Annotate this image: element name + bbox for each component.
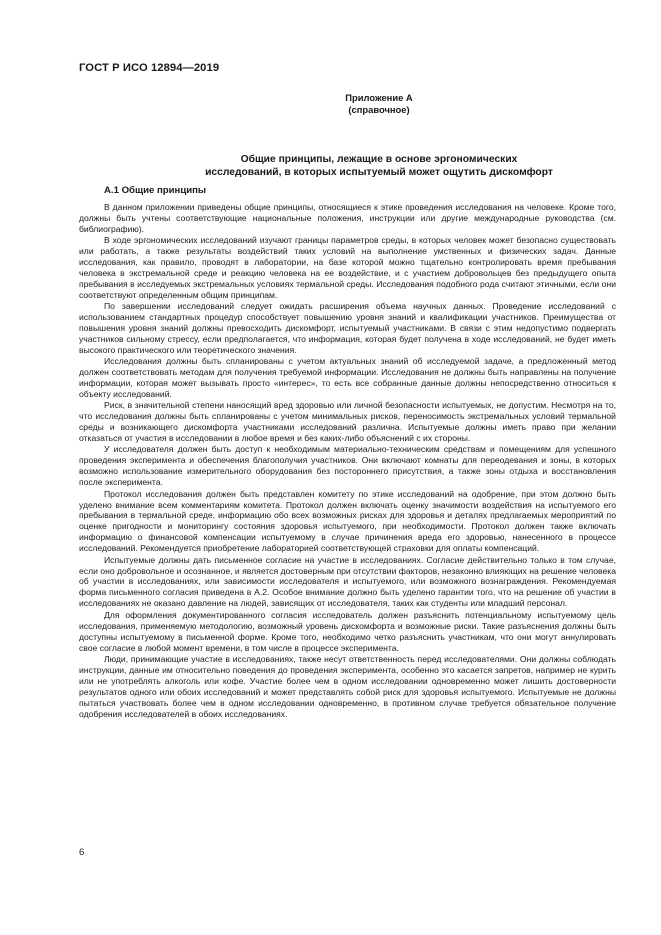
paragraph: В данном приложении приведены общие принципы, относящиеся к этике проведения исследования на человеке. Кроме того, должны быть учтены соответствующие национальные положения, инструкции или другие международные руководства (см. библиографию). — [79, 202, 616, 234]
paragraph: Протокол исследования должен быть представлен комитету по этике исследований на одобрение, при этом должно быть уделено внимание всем комментариям комитета. Протокол должен включать оценку значимости воздействия на испытуемого его пребывания в термальной среде, информацию обо всех возможных рисках для здоровья и деталях предлагаемых мероприятий по оценке пригодности и мониторингу состояния здоровья испытуемого, при необходимости. Протокол должен также включать информацию о финансовой компенсации испытуемому в случае причинения вреда его здоровью, нанесенного в процессе исследований. Рекомендуется приобретение лабораторией соответствующей страховки для оплаты компенсаций. — [79, 488, 616, 554]
annex-kind: (справочное) — [348, 104, 410, 115]
paragraph: Люди, принимающие участие в исследованиях, также несут ответственность перед исследователями. Они должны соблюдать инструкции, данные им относительно поведения до проведения эксперимента, особенно это касается запретов, например не курить или не употреблять алкоголь или кофе. Участие более чем в одном исследовании одновременно может лишить достоверности результатов одного или обоих исследований и может представлять собой риск для здоровья испытуемого. Испытуемые не должны пытаться участвовать более чем в одном исследовании одновременно, в противном случае требуется обязательное получение одобрения исследователей в обоих исследованиях. — [79, 653, 616, 719]
paragraph: Для оформления документированного согласия исследователь должен разъяснить потенциальному испытуемому цель исследования, применяемую методологию, возможный уровень дискомфорта и возможные риски. Такие разъяснения должны быть доступны испытуемому в письменной форме. Кроме того, необходимо четко разъяснить участникам, что они могут аннулировать свое согласие в любой момент времени, в том числе в процессе эксперимента. — [79, 609, 616, 653]
section-heading: А.1 Общие принципы — [104, 185, 207, 196]
annex-title-line-1: Общие принципы, лежащие в основе эргономических — [240, 154, 518, 165]
body-text — [79, 202, 616, 720]
paragraph: По завершении исследований следует ожидать расширения объема научных данных. Проведение исследований с использованием стандартных процедур способствует повышению уровня знаний и квалификации участников. Преимущества от повышения уровня знаний должны превосходить дискомфорт, испытуемый участниками. В связи с этим недопустимо подвергать участников сильному стрессу, если предполагается, что информация, которая будет получена в ходе исследований, не будет иметь высокого практического или теоретического значения. — [79, 301, 616, 355]
paragraph: У исследователя должен быть доступ к необходимым материально-техническим средствам и помещениям для успешного проведения эксперимента и обеспечения благополучия участников. Они включают комнаты для переодевания и зоны, в которых возможно использование измерительного оборудования без постороннего присутствия, а также зоны отдыха и восстановления после эксперимента. — [79, 444, 616, 488]
paragraph: Испытуемые должны дать письменное согласие на участие в исследованиях. Согласие действительно только в том случае, если оно добровольное и осознанное, и является достоверным при отсутствии факторов, незаконно влияющих на решение человека об участии в исследованиях, или зависимости исследователя и испытуемого, или возможного вознаграждения. Рекомендуемая форма письменного согласия приведена в А.2. Особое внимание должно быть уделено гарантии того, что на решение об участии в исследованиях не оказано давление на людей, зависящих от исследователя, таких как студенты или младший персонал. — [79, 554, 616, 609]
paragraph: Риск, в значительной степени наносящий вред здоровью или личной безопасности испытуемых, не допустим. Несмотря на то, что исследования должны быть спланированы с учетом минимальных рисков, переносимость экстремальных условий термальной среды и возникающего дискомфорта участниками исследований различна. Испытуемые должны иметь право при желании отказаться от участия в исследовании в любое время и без каких-либо объяснений с их стороны. — [79, 400, 616, 444]
page-number: 6 — [79, 847, 85, 858]
standard-code: ГОСТ Р ИСО 12894—2019 — [79, 62, 220, 74]
paragraph: Исследования должны быть спланированы с учетом актуальных знаний об исследуемой задаче, а предложенный метод должен соответствовать методам для получения требуемой информации. Исследования не должны быть направлены на получение информации, которая может вызывать просто «интерес», то есть все собранные данные должны непосредственно относиться к объекту исследований. — [79, 356, 616, 400]
annex-title-line-2: исследований, в которых испытуемый может ощутить дискомфорт — [205, 167, 553, 178]
paragraph: В ходе эргономических исследований изучают границы параметров среды, в которых человек может безопасно существовать или работать, а также результаты воздействий таких условий на выполнение умственных и физических задач. Данные исследования, как правило, проводят в лаборатории, на базе которой можно тщательно контролировать время пребывания человека в экстремальной среде и реакцию человека на ее воздействие, и с участием добровольцев без предыдущего опыта пребывания в исследуемых экстремальных условиях термальной среды. Исследования подобного рода считают этичными, если они соответствуют определенным общим принципам. — [79, 235, 616, 300]
annex-label: Приложение А — [345, 92, 413, 103]
